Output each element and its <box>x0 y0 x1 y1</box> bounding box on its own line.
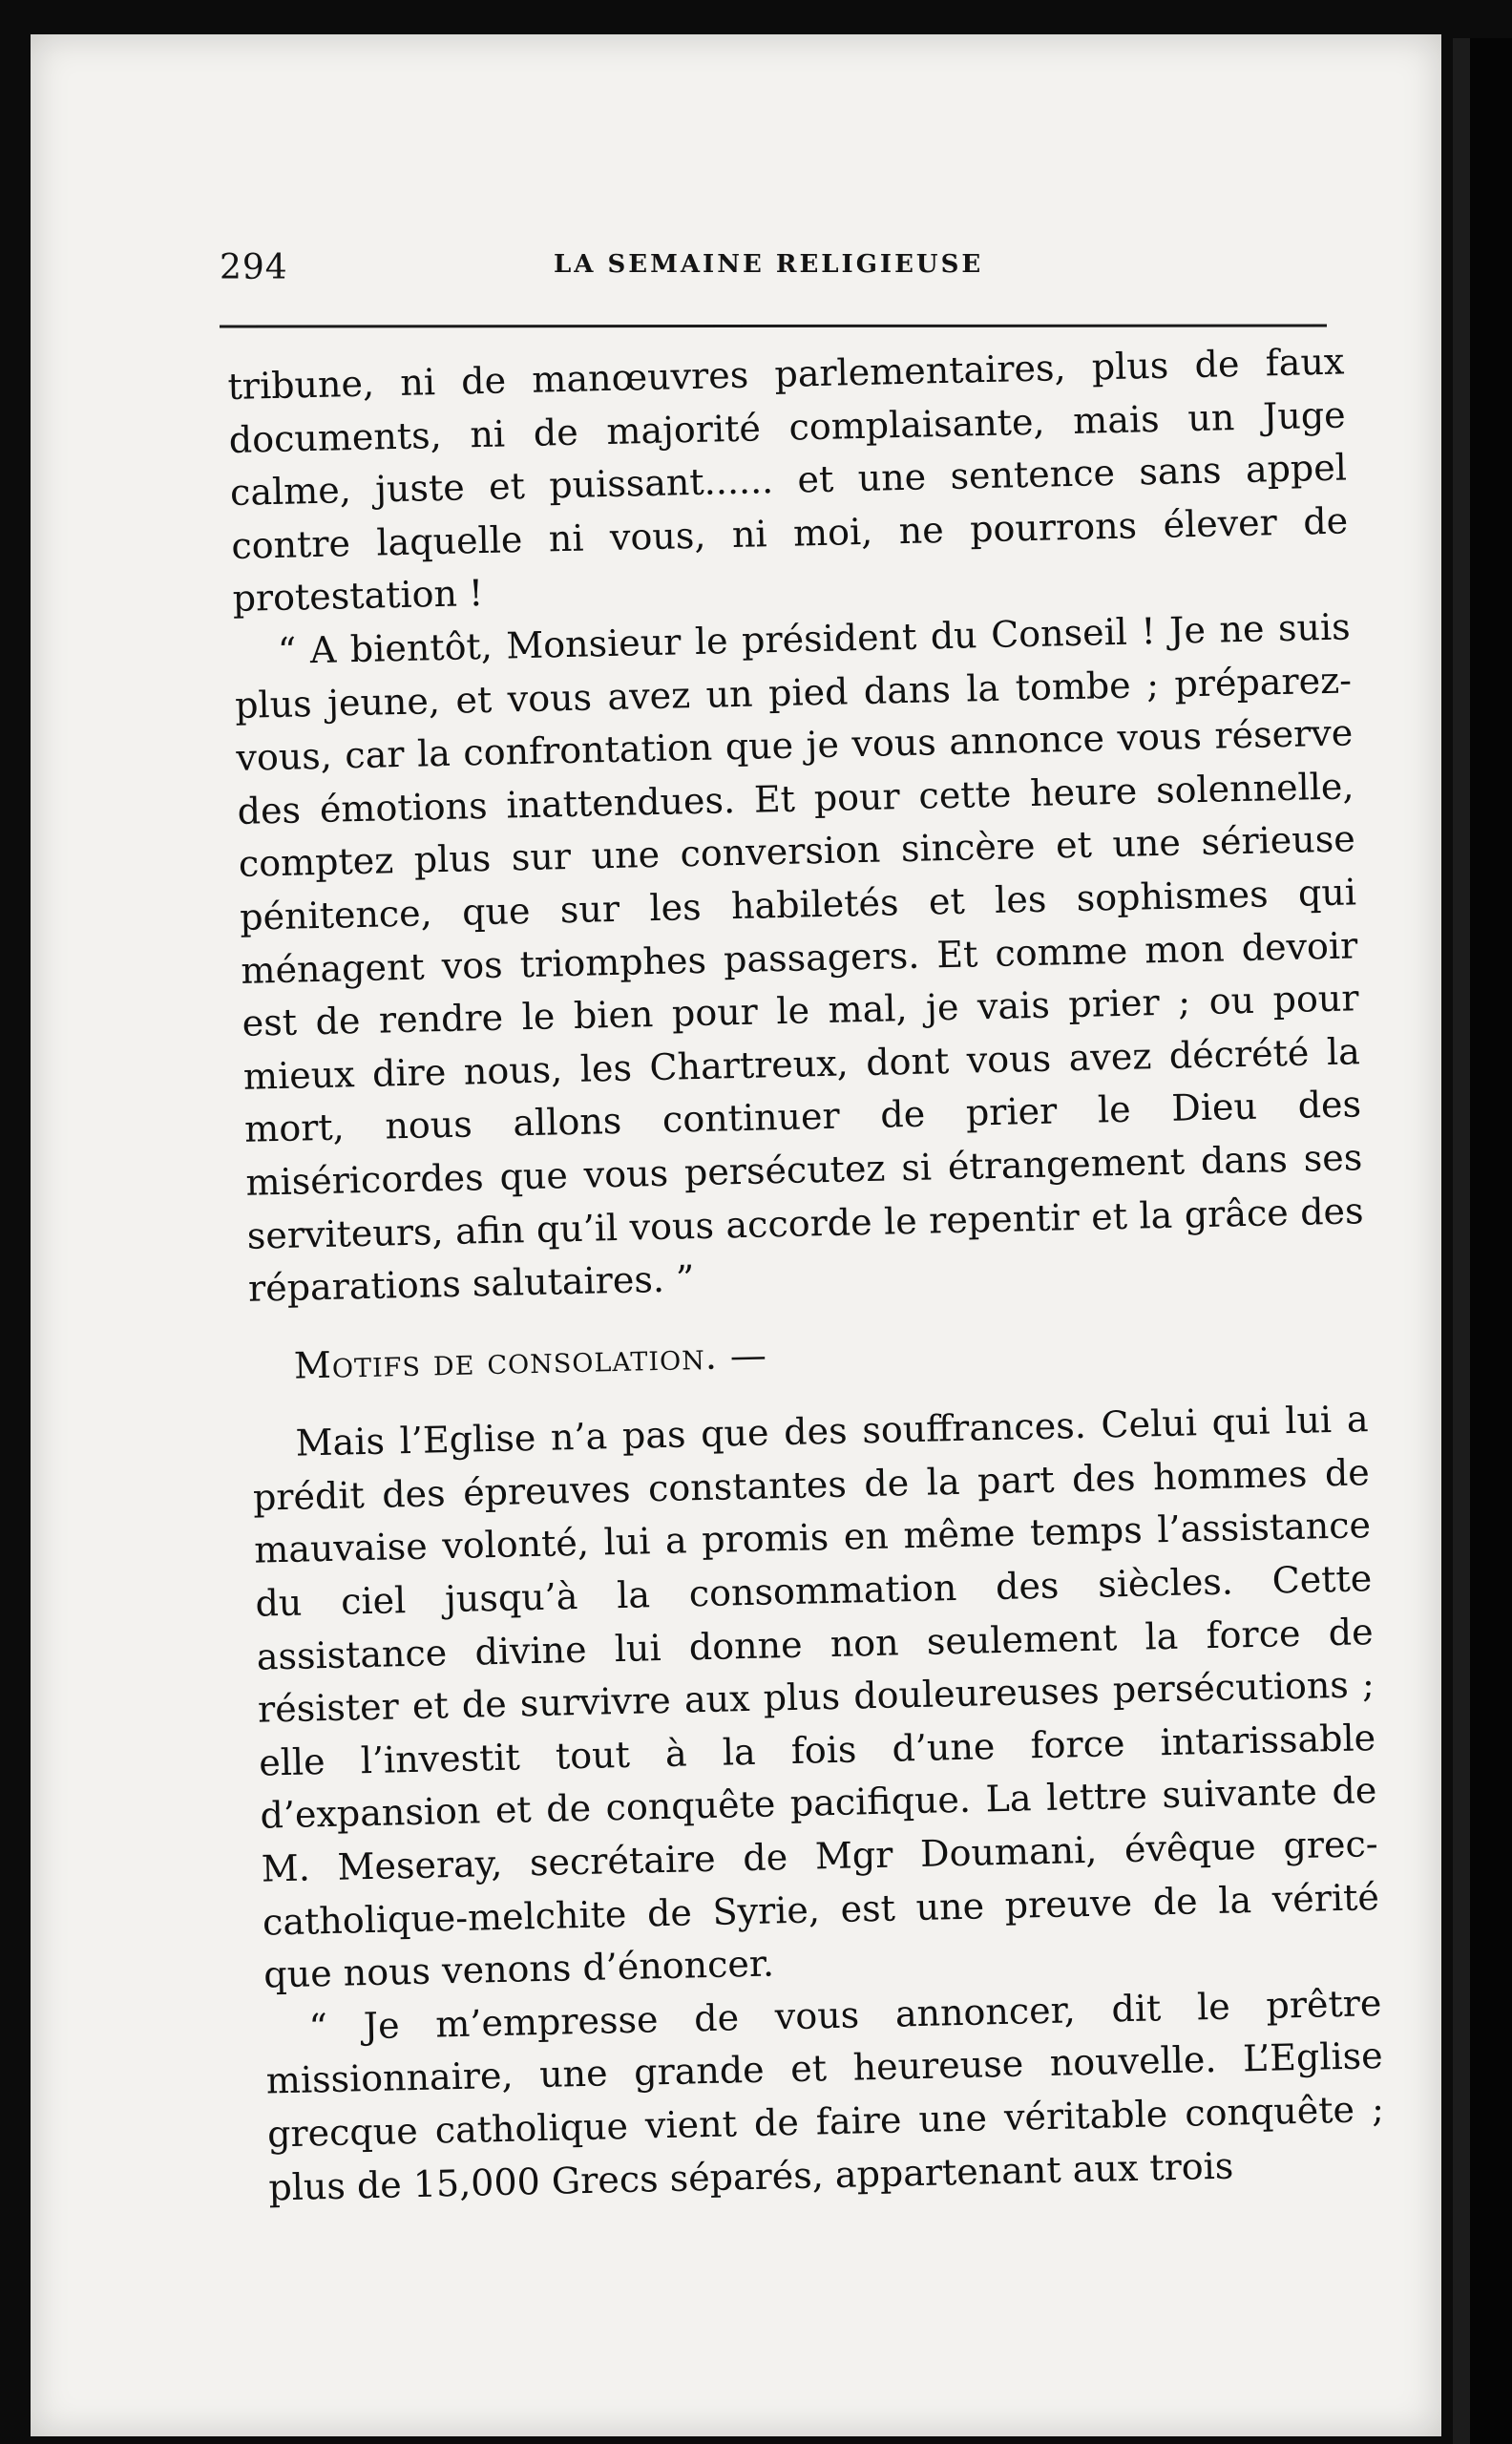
adjacent-page-edge <box>1453 38 1512 2444</box>
paragraph: tribune, ni de manœuvres parlementaires, plus de faux documents, ni de majorité complaisante, mais un Juge calme, juste et puissant...... et une sentence sans appel contre laquelle ni vous, ni moi, ne pourrons élever de protestation ! <box>227 340 1349 621</box>
paragraph: “ Je m’empresse de vous annoncer, dit le prêtre missionnaire, une grande et heureuse nouvelle. L’Eglise grecque catholique vient de faire une véritable conquête ; plus de 15,000 Grecs séparés, appartenant aux trois <box>265 1981 1385 2209</box>
page-edge-shadow <box>1453 38 1470 2444</box>
running-head <box>191 229 1336 296</box>
page-number: 294 <box>220 248 288 287</box>
paragraph: “ A bientôt, Monsieur le président du Conseil ! Je ne suis plus jeune, et vous avez un pied dans la tombe ; préparez-vous, car la confrontation que je vous annonce vous réserve des émotions inattendues. Et pour cette heure solennelle, comptez plus sur une conversion sincère et une sérieuse pénitence, que sur les habiletés et les sophismes qui ménagent vos triomphes passagers. Et comme mon devoir est de rendre le bien pour le mal, je vais prier ; ou pour mieux dire nous, les Chartreux, dont vous avez décrété la mort, nous allons continuer de prier le Dieu des miséricordes que vous persécutez si étrangement dans ses serviteurs, afin qu’il vous accorde le repentir et la grâce des réparations salutaires. ” <box>234 605 1364 1310</box>
paragraph: Mais l’Eglise n’a pas que des souffrances. Celui qui lui a prédit des épreuves constantes de la part des hommes de mauvaise volonté, lui a promis en même temps l’assistance du ciel jusqu’à la consommation des siècles. Cette assistance divine lui donne non seulement la force de résister et de survivre aux plus douleureuses persécutions ; elle l’investit tout à la fois d’une force intarissable d’expansion et de conquête pacifique. La lettre suivante de M. Meseray, secrétaire de Mgr Doumani, évêque grec-catholique-melchite de Syrie, est une preuve de la vérité que nous venons d’énoncer. <box>252 1398 1380 1996</box>
running-title: LA SEMAINE RELIGIEUSE <box>554 250 984 279</box>
body-text <box>227 335 1386 2214</box>
section-heading: Motifs de consolation. — <box>293 1334 768 1387</box>
